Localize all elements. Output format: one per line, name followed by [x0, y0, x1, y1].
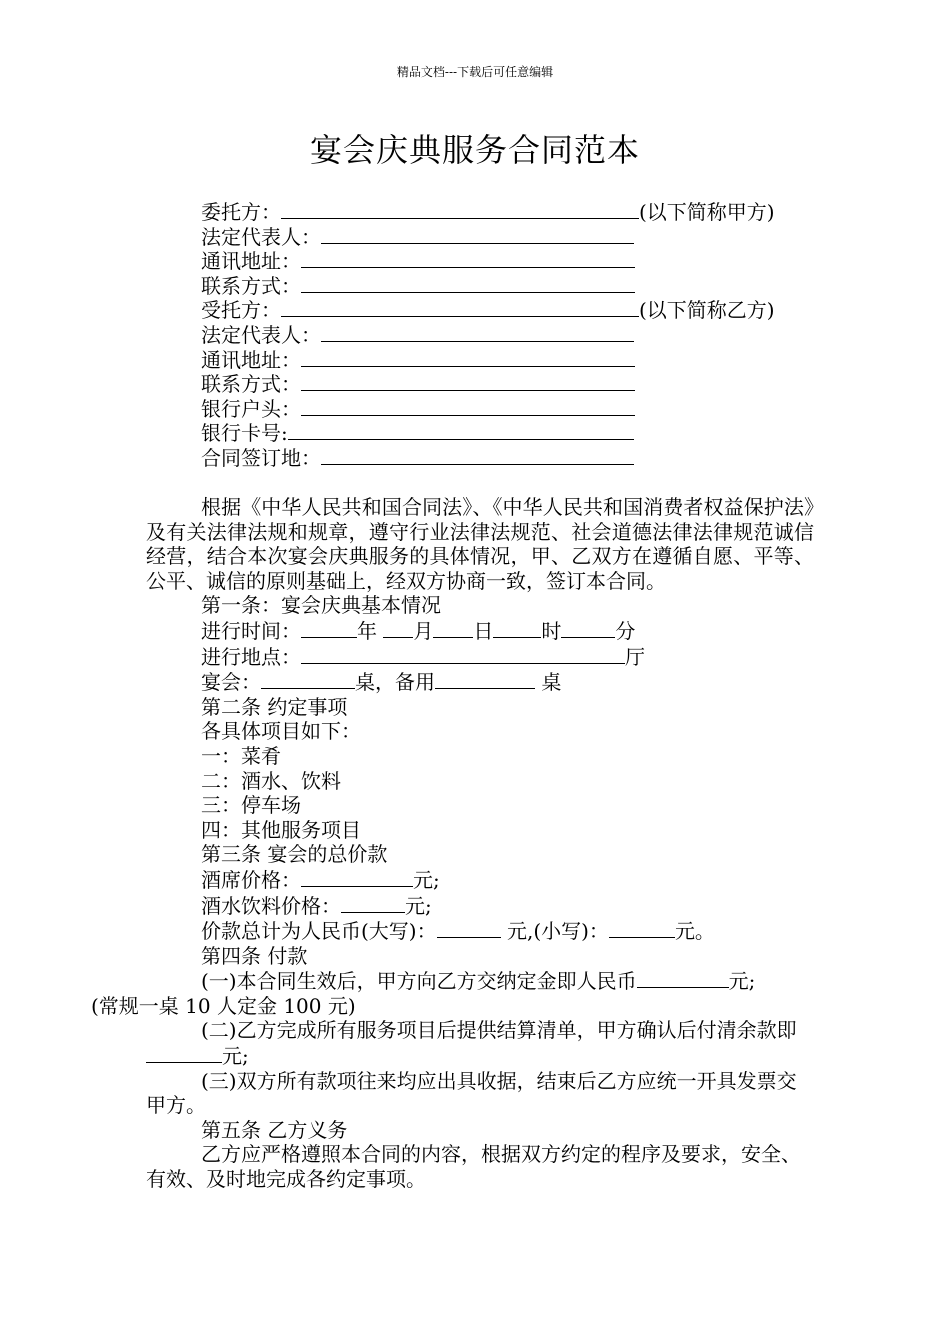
field-suffix: (以下简称甲方) [639, 200, 775, 224]
hall-unit: 厅 [625, 644, 645, 669]
total-end: 元。 [674, 919, 715, 944]
payment-clause-1 [91, 968, 814, 1018]
place-label: 进行地点： [201, 644, 301, 669]
tables-text: 桌，备用 [355, 670, 435, 695]
list-item: 四：其他服务项目 [201, 817, 361, 842]
day-unit: 日 [473, 618, 494, 643]
fill-blank[interactable] [637, 968, 729, 988]
article-3-heading: 第三条 宴会的总价款 [201, 842, 388, 867]
yuan-unit: 元; [728, 969, 756, 994]
place-row [146, 644, 814, 670]
fill-blank[interactable] [281, 199, 639, 219]
total-label: 价款总计为人民币(大写)： [201, 919, 437, 944]
payment-clause-2-text: (二)乙方完成所有服务项目后提供结算清单，甲方确认后付清余款即 [201, 1018, 797, 1043]
banquet-price-label: 酒席价格： [201, 867, 301, 892]
fill-blank[interactable] [146, 1043, 222, 1063]
party-row-signing-place [201, 445, 821, 470]
field-label: 通讯地址： [201, 347, 301, 372]
party-row-address-2 [201, 347, 821, 372]
fill-blank[interactable] [288, 420, 634, 440]
fill-blank[interactable] [321, 224, 634, 244]
field-label: 法定代表人： [201, 224, 321, 249]
obligation-paragraph: 乙方应严格遵照本合同的内容，根据双方约定的程序及要求，安全、有效、及时地完成各约定事项。 [146, 1142, 801, 1192]
page-header: 精品文档---下载后可任意编辑 [396, 65, 554, 79]
field-label: 银行户头： [201, 396, 301, 421]
contract-body [91, 495, 814, 1192]
banquet-row [146, 669, 814, 695]
payment-clause-1-note: (常规一桌 10 人定金 100 元) [91, 993, 356, 1018]
intro-paragraph: 根据《中华人民共和国合同法》、《中华人民共和国消费者权益保护法》及有关法律法规和规章，遵守行业法律法规范、社会道德法律法律规范诚信经营，结合本次宴会庆典服务的具体情况，甲、乙双方在遵循自愿、平等、公平、诚信的原则基础上，经双方协商一致，签订本合同。 [146, 495, 814, 593]
fill-blank[interactable] [433, 618, 473, 638]
yuan-unit: 元; [413, 867, 440, 892]
party-row-bank-card [201, 420, 821, 445]
list-item: 一：菜肴 [201, 743, 281, 768]
yuan-unit: 元; [405, 893, 432, 918]
fill-blank[interactable] [341, 893, 405, 913]
yuan-unit: 元; [222, 1044, 249, 1069]
field-label: 通讯地址： [201, 249, 301, 274]
fill-blank[interactable] [301, 248, 635, 268]
fill-blank[interactable] [301, 273, 635, 293]
fill-blank[interactable] [301, 867, 413, 887]
fill-blank[interactable] [437, 918, 501, 938]
time-label: 进行时间： [201, 618, 301, 643]
payment-clause-1-text: (一)本合同生效后，甲方向乙方交纳定金即人民币 [201, 969, 637, 994]
party-row-contractor [201, 297, 821, 322]
party-row-client [201, 199, 821, 224]
field-label: 联系方式： [201, 372, 301, 397]
fill-blank[interactable] [301, 347, 635, 367]
year-unit: 年 [357, 618, 377, 643]
list-item: 三：停车场 [201, 793, 301, 818]
party-row-legal-rep [201, 224, 821, 249]
article-2-sub: 各具体项目如下： [201, 719, 361, 744]
payment-clause-3: (三)双方所有款项往来均应出具收据，结束后乙方应统一开具发票交甲方。 [146, 1068, 797, 1118]
time-row [146, 618, 814, 644]
banquet-price-row [146, 867, 814, 893]
party-row-legal-rep-2 [201, 322, 821, 347]
article-4-heading: 第四条 付款 [201, 943, 308, 968]
field-label: 合同签订地： [201, 445, 321, 470]
article-5-heading: 第五条 乙方义务 [201, 1117, 348, 1142]
party-row-contact [201, 273, 821, 298]
hour-unit: 时 [541, 618, 562, 643]
field-label: 法定代表人： [201, 322, 321, 347]
list-item: 二：酒水、饮料 [201, 768, 341, 793]
field-label: 联系方式： [201, 273, 301, 298]
fill-blank[interactable] [561, 618, 615, 638]
party-row-bank-account [201, 396, 821, 421]
month-unit: 月 [413, 618, 434, 643]
field-suffix: (以下简称乙方) [639, 298, 775, 323]
fill-blank[interactable] [435, 669, 535, 689]
tables-end: 桌 [541, 670, 562, 695]
article-2-heading: 第二条 约定事项 [201, 694, 348, 719]
fill-blank[interactable] [301, 618, 357, 638]
drinks-price-row [146, 893, 814, 919]
banquet-label: 宴会： [201, 670, 261, 695]
field-label: 受托方： [201, 298, 281, 323]
party-info-block [201, 199, 821, 470]
field-label: 银行卡号: [201, 421, 288, 446]
total-price-row [146, 918, 814, 944]
document-title: 宴会庆典服务合同范本 [309, 131, 640, 169]
fill-blank[interactable] [321, 322, 634, 342]
party-row-address [201, 248, 821, 273]
party-row-contact-2 [201, 371, 821, 396]
drinks-price-label: 酒水饮料价格： [201, 893, 341, 918]
total-label-small: 元,(小写)： [506, 919, 609, 944]
payment-clause-2 [146, 1018, 814, 1068]
fill-blank[interactable] [383, 618, 413, 638]
fill-blank[interactable] [321, 445, 634, 465]
field-label: 委托方： [201, 200, 281, 224]
fill-blank[interactable] [301, 371, 635, 391]
fill-blank[interactable] [301, 644, 625, 664]
fill-blank[interactable] [609, 918, 675, 938]
article-1-heading: 第一条：宴会庆典基本情况 [201, 593, 441, 618]
fill-blank[interactable] [281, 297, 639, 317]
minute-unit: 分 [615, 618, 636, 643]
fill-blank[interactable] [493, 618, 541, 638]
fill-blank[interactable] [301, 396, 635, 416]
fill-blank[interactable] [261, 669, 355, 689]
